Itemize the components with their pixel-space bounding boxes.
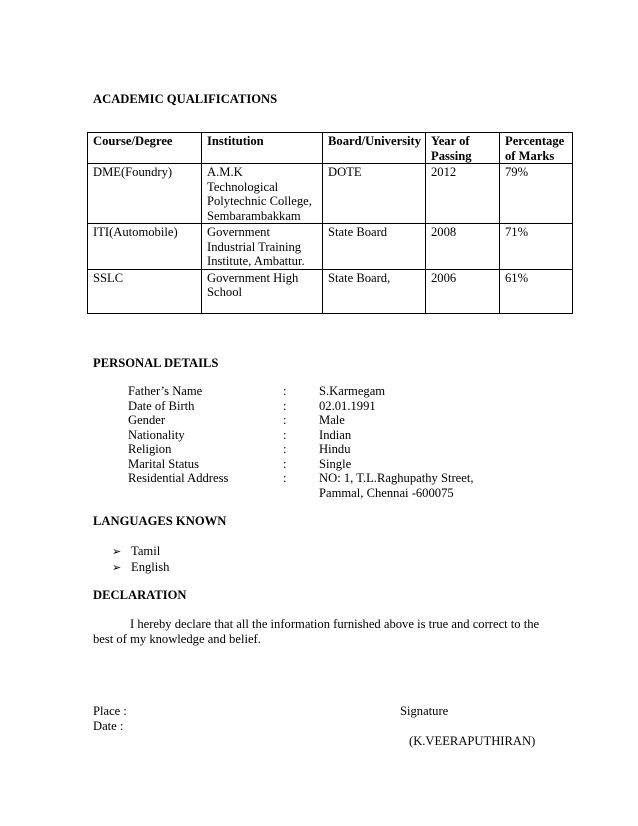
cell-course: ITI(Automobile) [88, 224, 202, 270]
declaration-heading: DECLARATION [93, 588, 187, 602]
column-header-institution: Institution [202, 133, 323, 164]
cell-institution: Government Industrial Training Institute, Ambattur. [202, 224, 323, 270]
column-header-year: Year of Passing [426, 133, 500, 164]
cell-board: State Board, [323, 269, 426, 313]
list-item [112, 543, 169, 559]
cell-institution: A.M.K Technological Polytechnic College, Sembarambakkam [202, 164, 323, 224]
column-header-percentage: Percentage of Marks [500, 133, 573, 164]
personal-details-heading: PERSONAL DETAILS [93, 356, 219, 370]
cell-percentage: 61% [500, 269, 573, 313]
languages-list [112, 543, 169, 575]
cell-year: 2006 [426, 269, 500, 313]
arrow-bullet-icon: ➢ [112, 561, 122, 574]
languages-known-heading: LANGUAGES KNOWN [93, 514, 227, 528]
cell-year: 2008 [426, 224, 500, 270]
cell-institution: Government High School [202, 269, 323, 313]
language-name: English [131, 560, 170, 574]
detail-label: Father’s Name [128, 384, 203, 398]
signature-label: Signature [400, 704, 449, 718]
column-header-board: Board/University [323, 133, 426, 164]
detail-value: Male [319, 413, 345, 427]
cell-course: SSLC [88, 269, 202, 313]
detail-colon: : [283, 456, 287, 471]
table-header-row [88, 133, 573, 164]
detail-label: Date of Birth [128, 398, 195, 413]
detail-value: S.Karmegam [319, 384, 386, 398]
table-row [88, 224, 573, 270]
signatory-name: (K.VEERAPUTHIRAN) [409, 734, 536, 748]
table-row [88, 269, 573, 313]
cell-board: State Board [323, 224, 426, 270]
detail-value: Hindu [319, 442, 351, 456]
detail-colon: : [283, 398, 287, 413]
detail-value: Single [319, 456, 352, 471]
detail-label: Nationality [128, 427, 185, 442]
table-row [88, 164, 573, 224]
detail-label: Marital Status [128, 456, 200, 471]
detail-colon: : [283, 413, 287, 427]
cell-year: 2012 [426, 164, 500, 224]
column-header-course: Course/Degree [88, 133, 202, 164]
academic-qualifications-table [87, 132, 573, 314]
detail-label: Gender [128, 413, 166, 427]
academic-qualifications-heading: ACADEMIC QUALIFICATIONS [93, 92, 278, 106]
declaration-text: I hereby declare that all the information furnished above is true and correct to the best of my knowledge and belief. [93, 617, 540, 646]
detail-label: Residential Address [128, 471, 229, 485]
cell-board: DOTE [323, 164, 426, 224]
place-label: Place : [93, 704, 127, 718]
cell-percentage: 71% [500, 224, 573, 270]
detail-label: Religion [128, 442, 172, 456]
language-name: Tamil [131, 544, 161, 558]
detail-value: 02.01.1991 [319, 398, 376, 413]
detail-colon: : [283, 427, 287, 442]
detail-value-continued: Pammal, Chennai -600075 [319, 485, 454, 500]
detail-value: Indian [319, 427, 352, 442]
cell-percentage: 79% [500, 164, 573, 224]
detail-colon: : [283, 442, 287, 456]
date-label: Date : [93, 719, 124, 733]
list-item [112, 559, 169, 575]
cell-course: DME(Foundry) [88, 164, 202, 224]
detail-colon: : [283, 471, 287, 485]
detail-colon: : [283, 384, 287, 398]
arrow-bullet-icon: ➢ [112, 545, 122, 558]
detail-value: NO: 1, T.L.Raghupathy Street, [319, 471, 474, 485]
